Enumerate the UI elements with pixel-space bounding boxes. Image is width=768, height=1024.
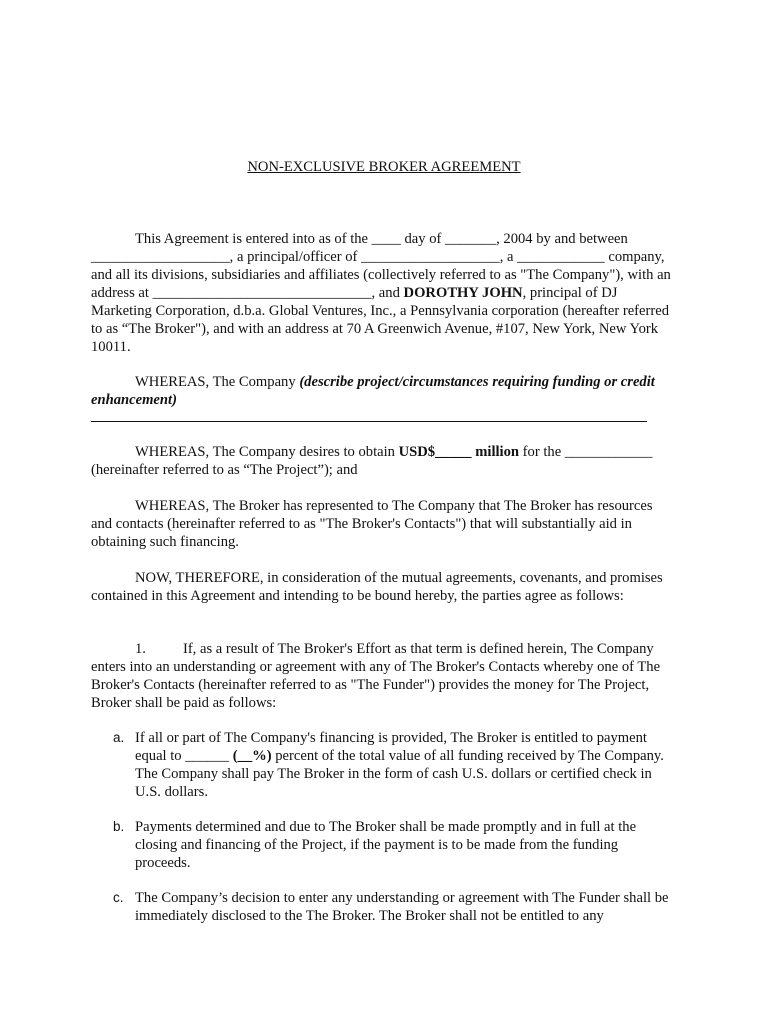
funding-text-1: WHEREAS, The Company desires to obtain bbox=[135, 444, 399, 460]
paragraph-section-1 bbox=[91, 640, 671, 712]
list-c-text: The Company’s decision to enter any understanding or agreement with The Funder shall be immediately disclosed to the The Broker. The Broker shall not be entitled to any bbox=[135, 890, 669, 924]
broker-representation-text: WHEREAS, The Broker has represented to The Company that The Broker has resources and contacts (hereinafter referred to as "The Broker's Contacts") that will substantially aid in obtaining such financing. bbox=[91, 498, 653, 550]
list-a-text-2: percent of the total value of all funding received by The Company. The Company shall pay The Broker in the form of cash U.S. dollars or certified check in U.S. dollars. bbox=[135, 748, 664, 800]
list-a-text-1: If all or part of The Company's financing is provided, The Broker is entitled to payment equal to ______ bbox=[135, 730, 647, 764]
section-number: 1. bbox=[135, 641, 146, 657]
paragraph-parties bbox=[91, 230, 671, 356]
list-a-percent: (__%) bbox=[232, 748, 272, 764]
section-1-text: If, as a result of The Broker's Effort as that term is defined herein, The Company enters into an understanding or agreement with any of The Broker's Contacts whereby one of The Broker's Contacts (hereinafter referred to as "The Funder") provides the money for The Project, Broker shall be paid as follows: bbox=[91, 641, 661, 711]
list-marker-b: b. bbox=[113, 819, 125, 834]
paragraph-whereas-broker bbox=[91, 497, 671, 551]
list-marker-c: c. bbox=[113, 890, 124, 905]
blank-line bbox=[91, 421, 647, 422]
parties-text-1: This Agreement is entered into as of the ____ day of _______, 2004 by and between ___________________, a principal/officer of ___________________, a ____________ company, and all its divisions, subsidiaries and affiliates (collectively referred to as "The Company"), with an address at ______________________________, and bbox=[91, 231, 671, 301]
parties-text-2: , principal of DJ Marketing Corporation, d.b.a. Global Ventures, Inc., a Pennsylvania corporation (hereafter referred to as “The Broker"), and with an address at 70 A Greenwich Avenue, #107, New York, New York 10011. bbox=[91, 285, 669, 355]
project-instruction: (describe project/circumstances requiring funding or credit enhancement) bbox=[91, 374, 655, 408]
paragraph-whereas-funding bbox=[91, 443, 671, 479]
list-marker-a: a. bbox=[113, 730, 125, 745]
list-item-a bbox=[113, 729, 673, 801]
document-title: NON-EXCLUSIVE BROKER AGREEMENT bbox=[247, 159, 521, 175]
funding-amount: USD$_____ million bbox=[398, 444, 520, 460]
now-therefore-text: NOW, THEREFORE, in consideration of the mutual agreements, covenants, and promises contained in this Agreement and intending to be bound hereby, the parties agree as follows: bbox=[91, 570, 663, 604]
funding-text-2: for the ____________ (hereinafter referred to as “The Project”); and bbox=[91, 444, 653, 478]
list-b-text: Payments determined and due to The Broker shall be made promptly and in full at the closing and financing of the Project, if the payment is to be made from the funding proceeds. bbox=[135, 819, 637, 871]
paragraph-whereas-project bbox=[91, 373, 671, 409]
broker-name: DOROTHY JOHN bbox=[403, 285, 523, 301]
whereas-project-text: WHEREAS, The Company bbox=[135, 374, 300, 390]
paragraph-now-therefore bbox=[91, 569, 671, 605]
list-item-b bbox=[113, 818, 673, 872]
list-item-c bbox=[113, 889, 673, 925]
